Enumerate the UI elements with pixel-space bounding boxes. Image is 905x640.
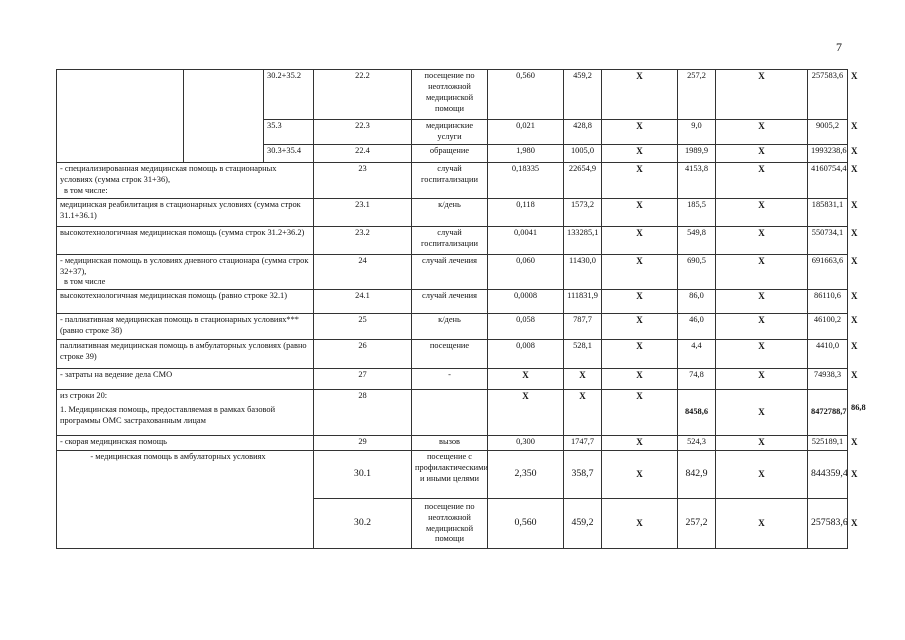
row-line: 30.1: [314, 451, 412, 499]
row-unit: -: [412, 369, 488, 390]
row-c9: 1993238,6: [808, 144, 848, 162]
row-c8: X: [716, 144, 808, 162]
row-c9: 550734,1: [808, 226, 848, 254]
row-unit: [412, 390, 488, 436]
row-unit: случай лечения: [412, 290, 488, 314]
row-line: 30.2: [314, 499, 412, 549]
row-c8: X: [716, 340, 808, 369]
row-cost: 358,7: [564, 451, 602, 499]
row-description: медицинская реабилитация в стационарных условиях (сумма строк 31.1+36.1): [57, 198, 314, 226]
row-c9: 525189,1: [808, 436, 848, 451]
row-c7: 9,0: [678, 120, 716, 145]
row-c9: 257583,6: [808, 70, 848, 120]
table-row: - медицинская помощь в амбулаторных условиях 30.1 посещение с профилактическими и иными целями 2,350 358,7 X 842,9 X 844359,4 X: [57, 451, 848, 499]
row-subline: 30.2+35.2: [264, 70, 314, 120]
row-description: - специализированная медицинская помощь в стационарных условиях (сумма строк 31+36), в том числе:: [57, 162, 314, 198]
row-c9: 185831,1: [808, 198, 848, 226]
data-table: [56, 69, 866, 549]
row-line: 25: [314, 314, 412, 340]
row-line: 23: [314, 162, 412, 198]
row-description: высокотехнологичная медицинская помощь (равно строке 32.1): [57, 290, 314, 314]
row-unit: медицинские услуги: [412, 120, 488, 145]
table-row: высокотехнологичная медицинская помощь (равно строке 32.1) 24.1 случай лечения 0,0008 111831,9 X 86,0 X 86110,6 X: [57, 290, 848, 314]
row-cost: 1573,2: [564, 198, 602, 226]
table-row: 30.3+35.4 22.4 обращение 1,980 1005,0 X 1989,9 X 1993238,6 X: [57, 144, 848, 162]
row-c9: 4160754,4: [808, 162, 848, 198]
row-c9: 8472788,7: [808, 390, 848, 436]
row-unit: вызов: [412, 436, 488, 451]
row-c8: X: [716, 254, 808, 290]
table-row: - затраты на ведение дела СМО 27 - X X X 74,8 X 74938,3 X: [57, 369, 848, 390]
row-c8: X: [716, 70, 808, 120]
row-line: 22.3: [314, 120, 412, 145]
row-c8: X: [716, 390, 808, 436]
row-norm: 0,118: [488, 198, 564, 226]
row-description: паллиативная медицинская помощь в амбулаторных условиях (равно строке 39): [57, 340, 314, 369]
row-c8: X: [716, 226, 808, 254]
row-c6: X: [602, 290, 678, 314]
row-c9: 46100,2: [808, 314, 848, 340]
table-row: - специализированная медицинская помощь в стационарных условиях (сумма строк 31+36), в том числе: 23 случай госпитализации 0,18335 22654,9 X 4153,8 X 4160754,4 X: [57, 162, 848, 198]
row-c7: 4153,8: [678, 162, 716, 198]
row-cost: X: [564, 390, 602, 436]
row-cost: 111831,9: [564, 290, 602, 314]
row-c7: 4,4: [678, 340, 716, 369]
row-c6: X: [602, 226, 678, 254]
table-row: - скорая медицинская помощь 29 вызов 0,300 1747,7 X 524,3 X 525189,1 X: [57, 436, 848, 451]
row-line: 23.2: [314, 226, 412, 254]
empty-cell: [57, 70, 184, 163]
row-cost: 459,2: [564, 499, 602, 549]
row-cost: 1005,0: [564, 144, 602, 162]
row-norm: X: [488, 390, 564, 436]
row-c7: 549,8: [678, 226, 716, 254]
row-c6: X: [602, 254, 678, 290]
row-c6: X: [602, 198, 678, 226]
row-c7: 524,3: [678, 436, 716, 451]
row-c7: 86,0: [678, 290, 716, 314]
row-norm: 0,021: [488, 120, 564, 145]
row-c9: 4410,0: [808, 340, 848, 369]
row-line: 22.4: [314, 144, 412, 162]
row-norm: 0,058: [488, 314, 564, 340]
row-c8: X: [716, 369, 808, 390]
row-norm: 0,008: [488, 340, 564, 369]
row-norm: 0,0008: [488, 290, 564, 314]
table-row: - медицинская помощь в условиях дневного стационара (сумма строк 32+37), в том числе 24 случай лечения 0,060 11430,0 X 690,5 X 691663,6 X: [57, 254, 848, 290]
page-number: 7: [836, 40, 842, 54]
table-row: 30.2 посещение по неотложной медицинской помощи 0,560 459,2 X 257,2 X 257583,6 X: [57, 499, 848, 549]
row-cost: 22654,9: [564, 162, 602, 198]
row-c7: 1989,9: [678, 144, 716, 162]
row-c6: X: [602, 369, 678, 390]
row-unit: к/день: [412, 198, 488, 226]
row-unit: случай госпитализации: [412, 226, 488, 254]
table-row: 30.2+35.2 22.2 посещение по неотложной медицинской помощи 0,560 459,2 X 257,2 X 257583,6 X: [57, 70, 848, 120]
row-c6: X: [602, 499, 678, 549]
row-c6: X: [602, 340, 678, 369]
row-c8: X: [716, 436, 808, 451]
row-c7: 185,5: [678, 198, 716, 226]
row-unit: случай лечения: [412, 254, 488, 290]
row-c8: X: [716, 120, 808, 145]
row-c9: 844359,4: [808, 451, 848, 499]
row-c7: 690,5: [678, 254, 716, 290]
row-description: высокотехнологичная медицинская помощь (сумма строк 31.2+36.2): [57, 226, 314, 254]
table-row: медицинская реабилитация в стационарных условиях (сумма строк 31.1+36.1) 23.1 к/день 0,118 1573,2 X 185,5 X 185831,1 X: [57, 198, 848, 226]
row-unit: посещение с профилактическими и иными целями: [412, 451, 488, 499]
row-line: 22.2: [314, 70, 412, 120]
row-norm: 1,980: [488, 144, 564, 162]
row-cost: 459,2: [564, 70, 602, 120]
table-row: паллиативная медицинская помощь в амбулаторных условиях (равно строке 39) 26 посещение 0,008 528,1 X 4,4 X 4410,0 X: [57, 340, 848, 369]
row-description: - скорая медицинская помощь: [57, 436, 314, 451]
row-c7: 257,2: [678, 70, 716, 120]
row-cost: 528,1: [564, 340, 602, 369]
row-unit: к/день: [412, 314, 488, 340]
row-unit: посещение по неотложной медицинской помощи: [412, 499, 488, 549]
row-line: 23.1: [314, 198, 412, 226]
row-norm: X: [488, 369, 564, 390]
row-line: 24.1: [314, 290, 412, 314]
row-line: 28: [314, 390, 412, 436]
row-unit: посещение: [412, 340, 488, 369]
row-cost: 787,7: [564, 314, 602, 340]
row-c6: X: [602, 144, 678, 162]
row-c6: X: [602, 162, 678, 198]
row-c8: X: [716, 162, 808, 198]
row-unit: обращение: [412, 144, 488, 162]
row-c8: X: [716, 451, 808, 499]
row-norm: 0,060: [488, 254, 564, 290]
row-c9: 9005,2: [808, 120, 848, 145]
row-c7: 46,0: [678, 314, 716, 340]
row-c8: X: [716, 314, 808, 340]
row-description: - паллиативная медицинская помощь в стационарных условиях*** (равно строке 38): [57, 314, 314, 340]
row-norm: 0,560: [488, 499, 564, 549]
row-description: - медицинская помощь в амбулаторных условиях: [57, 451, 314, 549]
row-c6: X: [602, 390, 678, 436]
row-cost: 428,8: [564, 120, 602, 145]
row-c8: X: [716, 198, 808, 226]
row-unit: случай госпитализации: [412, 162, 488, 198]
row-c8: X: [716, 290, 808, 314]
row-c6: X: [602, 314, 678, 340]
table-row: из строки 20: 1. Медицинская помощь, предоставляемая в рамках базовой программы ОМС застрахованным лицам 28 X X X 8458,6 X 8472788,7 86,8: [57, 390, 848, 436]
row-unit: посещение по неотложной медицинской помощи: [412, 70, 488, 120]
row-norm: 2,350: [488, 451, 564, 499]
empty-cell: [184, 70, 264, 163]
row-cost: 11430,0: [564, 254, 602, 290]
row-line: 27: [314, 369, 412, 390]
row-cost: X: [564, 369, 602, 390]
row-norm: 0,18335: [488, 162, 564, 198]
row-line: 26: [314, 340, 412, 369]
row-cost: 1747,7: [564, 436, 602, 451]
row-norm: 0,300: [488, 436, 564, 451]
row-norm: 0,0041: [488, 226, 564, 254]
row-c9: 257583,6: [808, 499, 848, 549]
row-description: - медицинская помощь в условиях дневного стационара (сумма строк 32+37), в том числе: [57, 254, 314, 290]
row-c6: X: [602, 70, 678, 120]
row-c7: 8458,6: [678, 390, 716, 436]
row-c6: X: [602, 451, 678, 499]
row-c7: 74,8: [678, 369, 716, 390]
row-subline: 30.3+35.4: [264, 144, 314, 162]
row-c7: 257,2: [678, 499, 716, 549]
row-cost: 133285,1: [564, 226, 602, 254]
row-subline: 35.3: [264, 120, 314, 145]
row-c9: 691663,6: [808, 254, 848, 290]
row-c7: 842,9: [678, 451, 716, 499]
row-line: 24: [314, 254, 412, 290]
row-c9: 74938,3: [808, 369, 848, 390]
row-line: 29: [314, 436, 412, 451]
table-row: высокотехнологичная медицинская помощь (сумма строк 31.2+36.2) 23.2 случай госпитализации 0,0041 133285,1 X 549,8 X 550734,1 X: [57, 226, 848, 254]
row-c9: 86110,6: [808, 290, 848, 314]
row-norm: 0,560: [488, 70, 564, 120]
row-description: - затраты на ведение дела СМО: [57, 369, 314, 390]
row-c8: X: [716, 499, 808, 549]
row-description: из строки 20: 1. Медицинская помощь, предоставляемая в рамках базовой программы ОМС застрахованным лицам: [57, 390, 314, 436]
table-row: 35.3 22.3 медицинские услуги 0,021 428,8 X 9,0 X 9005,2 X: [57, 120, 848, 145]
table-row: - паллиативная медицинская помощь в стационарных условиях*** (равно строке 38) 25 к/день 0,058 787,7 X 46,0 X 46100,2 X: [57, 314, 848, 340]
row-c6: X: [602, 120, 678, 145]
row-c6: X: [602, 436, 678, 451]
